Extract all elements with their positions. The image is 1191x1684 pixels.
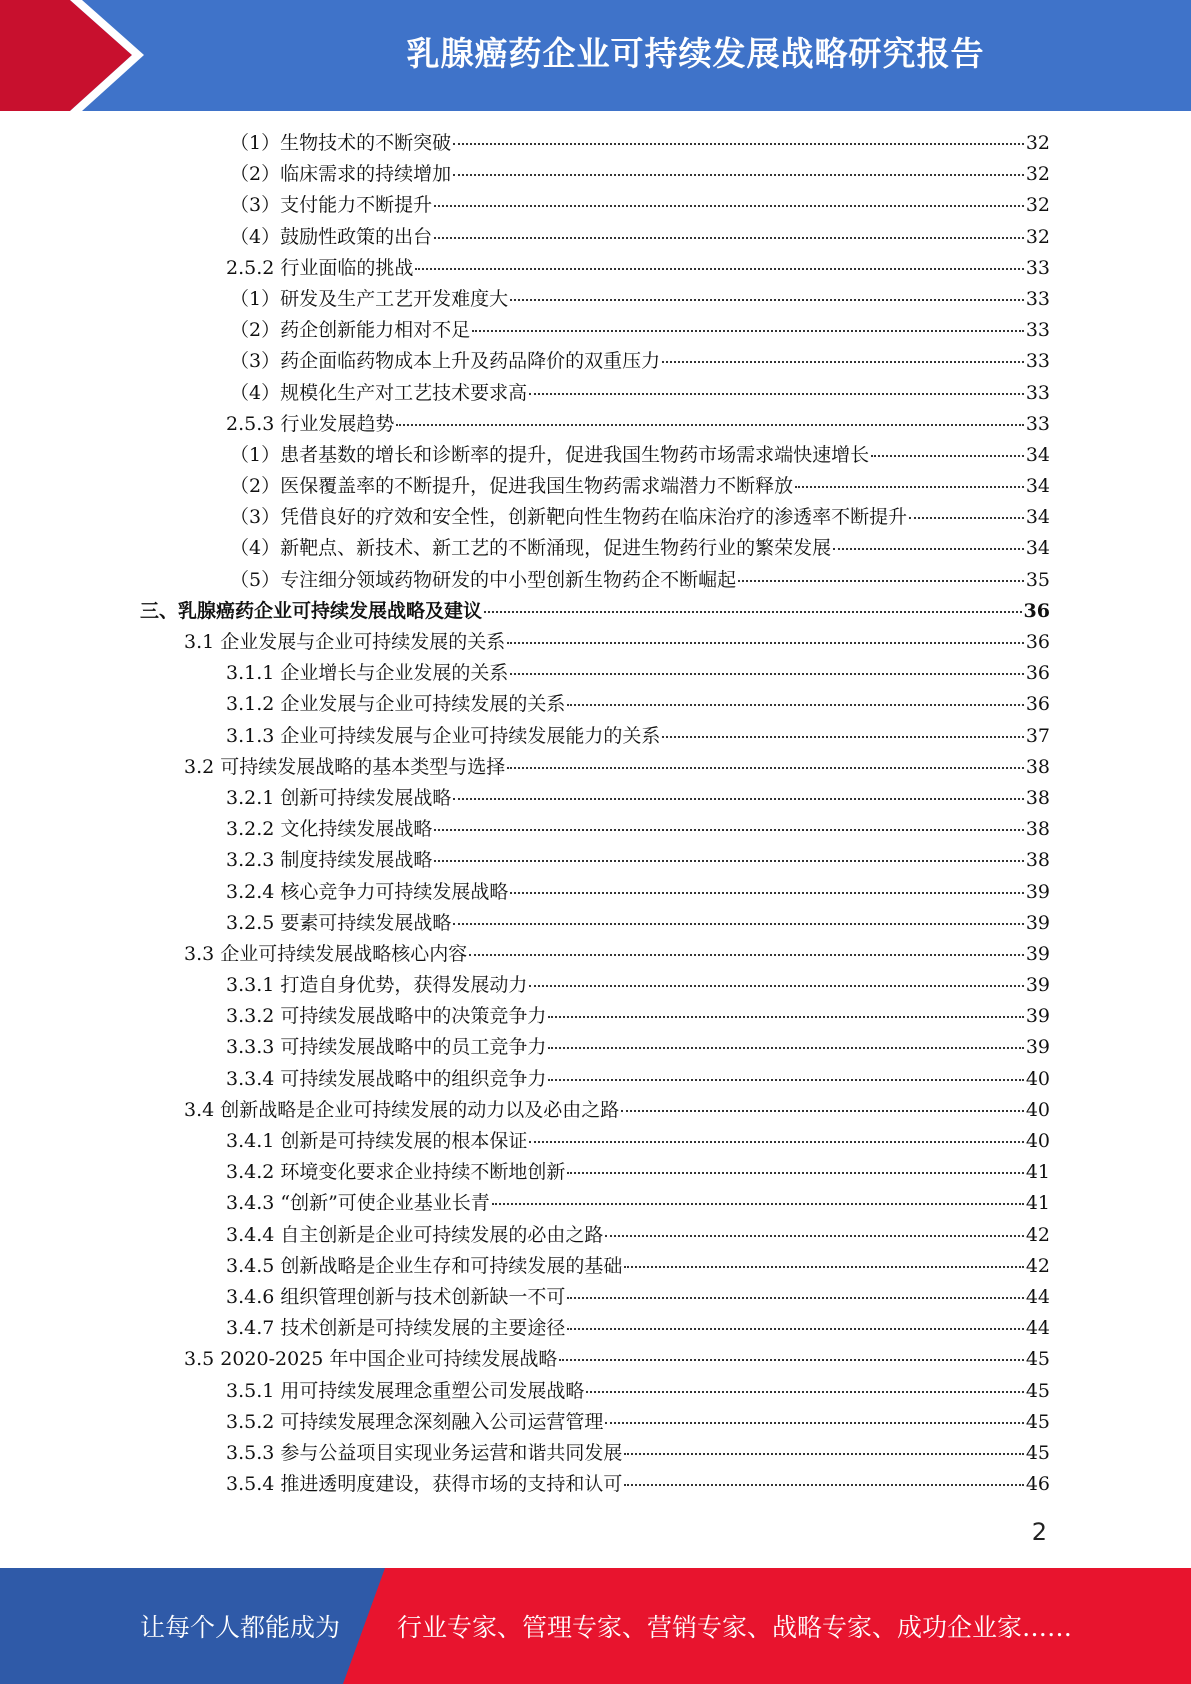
toc-entry[interactable] xyxy=(140,1188,1050,1219)
toc-dot-leader xyxy=(795,486,1024,488)
toc-entry-page: 40 xyxy=(1025,1098,1050,1121)
toc-entry-title: （4）鼓励性政策的出台 xyxy=(230,225,433,248)
toc-dot-leader xyxy=(586,1391,1023,1393)
toc-dot-leader xyxy=(396,424,1023,426)
toc-dot-leader xyxy=(567,704,1023,706)
toc-dot-leader xyxy=(484,611,1022,613)
toc-entry-title: 3.4.3 “创新”可使企业基业长青 xyxy=(226,1192,490,1215)
toc-entry-title: 3.4 创新战略是企业可持续发展的动力以及必由之路 xyxy=(184,1098,620,1121)
toc-dot-leader xyxy=(492,1203,1024,1205)
toc-entry-title: 3.3.2 可持续发展战略中的决策竞争力 xyxy=(226,1005,547,1028)
toc-entry-page: 33 xyxy=(1025,350,1050,373)
toc-dot-leader xyxy=(415,268,1023,270)
toc-entry[interactable] xyxy=(140,253,1050,284)
toc-dot-leader xyxy=(909,517,1024,519)
toc-dot-leader xyxy=(738,580,1024,582)
toc-entry[interactable] xyxy=(140,378,1050,409)
toc-dot-leader xyxy=(529,1141,1023,1143)
toc-entry-page: 38 xyxy=(1025,818,1050,841)
toc-entry-title: （1）患者基数的增长和诊断率的提升，促进我国生物药市场需求端快速增长 xyxy=(230,443,870,466)
toc-entry[interactable] xyxy=(140,471,1050,502)
toc-entry-title: 3.2.1 创新可持续发展战略 xyxy=(226,786,452,809)
toc-entry-page: 39 xyxy=(1025,911,1050,934)
toc-entry-page: 33 xyxy=(1025,412,1050,435)
toc-entry-title: 3.1.2 企业发展与企业可持续发展的关系 xyxy=(226,693,566,716)
toc-entry-title: 3.1 企业发展与企业可持续发展的关系 xyxy=(184,631,506,653)
toc-entry-page: 39 xyxy=(1025,1036,1050,1059)
toc-entry-title: 3.4.6 组织管理创新与技术创新缺一不可 xyxy=(226,1285,566,1308)
toc-entry-page: 36 xyxy=(1025,662,1050,685)
toc-entry-page: 39 xyxy=(1025,942,1050,965)
toc-dot-leader xyxy=(662,736,1023,738)
toc-entry-page: 44 xyxy=(1025,1317,1050,1340)
toc-entry-title: （3）药企面临药物成本上升及药品降价的双重压力 xyxy=(230,350,661,373)
toc-entry-page: 38 xyxy=(1025,755,1050,778)
toc-entry-title: 3.3.4 可持续发展战略中的组织竞争力 xyxy=(226,1067,547,1090)
toc-dot-leader xyxy=(567,1297,1023,1299)
toc-entry-page: 40 xyxy=(1025,1130,1050,1152)
toc-dot-leader xyxy=(469,954,1024,956)
toc-entry-page: 33 xyxy=(1025,287,1050,310)
toc-entry-title: （2）临床需求的持续增加 xyxy=(230,163,452,186)
toc-dot-leader xyxy=(453,798,1023,800)
toc-entry-title: （1）研发及生产工艺开发难度大 xyxy=(230,287,509,310)
toc-entry[interactable] xyxy=(140,128,1050,159)
toc-dot-leader xyxy=(548,1079,1023,1081)
toc-entry[interactable] xyxy=(140,502,1050,533)
toc-dot-leader xyxy=(605,1235,1023,1237)
toc-entry[interactable] xyxy=(140,1126,1050,1157)
toc-dot-leader xyxy=(605,1422,1023,1424)
toc-entry[interactable] xyxy=(140,1220,1050,1251)
toc-entry[interactable] xyxy=(140,908,1050,939)
toc-entry[interactable] xyxy=(140,565,1050,596)
toc-entry-page: 41 xyxy=(1025,1161,1050,1184)
toc-entry-page: 32 xyxy=(1025,225,1050,248)
table-of-contents xyxy=(140,128,1050,1500)
toc-entry-page: 42 xyxy=(1025,1254,1050,1277)
toc-entry-title: 3.4.1 创新是可持续发展的根本保证 xyxy=(226,1130,528,1152)
toc-entry-page: 37 xyxy=(1025,724,1050,747)
toc-entry-page: 35 xyxy=(1025,568,1050,591)
toc-entry[interactable] xyxy=(140,627,1050,658)
toc-entry-title: 3.1.1 企业增长与企业发展的关系 xyxy=(226,662,509,685)
toc-dot-leader xyxy=(559,1359,1023,1361)
toc-dot-leader xyxy=(472,330,1024,332)
toc-entry-page: 38 xyxy=(1025,849,1050,872)
toc-dot-leader xyxy=(621,1110,1024,1112)
toc-entry-page: 42 xyxy=(1025,1223,1050,1246)
toc-entry[interactable] xyxy=(140,814,1050,845)
toc-entry-title: 3.1.3 企业可持续发展与企业可持续发展能力的关系 xyxy=(226,724,661,747)
toc-entry[interactable] xyxy=(140,1407,1050,1438)
toc-entry[interactable] xyxy=(140,596,1050,627)
toc-entry[interactable] xyxy=(140,970,1050,1001)
toc-dot-leader xyxy=(529,393,1024,395)
toc-entry[interactable] xyxy=(140,190,1050,221)
toc-entry[interactable] xyxy=(140,1095,1050,1126)
toc-entry-title: 3.3.3 可持续发展战略中的员工竞争力 xyxy=(226,1036,547,1059)
toc-entry[interactable] xyxy=(140,284,1050,315)
toc-entry-page: 36 xyxy=(1025,631,1050,653)
toc-entry[interactable] xyxy=(140,1001,1050,1032)
footer-slogan-right: 行业专家、管理专家、营销专家、战略专家、成功企业家…… xyxy=(397,1613,1073,1642)
toc-entry[interactable] xyxy=(140,845,1050,876)
toc-entry[interactable] xyxy=(140,721,1050,752)
toc-entry-page: 34 xyxy=(1025,537,1050,560)
toc-entry-title: （5）专注细分领域药物研发的中小型创新生物药企不断崛起 xyxy=(230,568,737,591)
toc-dot-leader xyxy=(453,174,1024,176)
toc-entry[interactable] xyxy=(140,1064,1050,1095)
toc-dot-leader xyxy=(871,455,1024,457)
toc-entry-title: 3.2.4 核心竞争力可持续发展战略 xyxy=(226,880,509,903)
toc-dot-leader xyxy=(510,299,1024,301)
toc-entry[interactable] xyxy=(140,1032,1050,1063)
toc-entry-page: 39 xyxy=(1025,1005,1050,1028)
toc-entry-title: 3.4.5 创新战略是企业生存和可持续发展的基础 xyxy=(226,1254,623,1277)
toc-entry[interactable] xyxy=(140,939,1050,970)
toc-dot-leader xyxy=(510,673,1023,675)
toc-dot-leader xyxy=(434,860,1023,862)
toc-entry[interactable] xyxy=(140,1282,1050,1313)
toc-entry-title: 3.2.5 要素可持续发展战略 xyxy=(226,911,452,934)
toc-entry-title: 3.2 可持续发展战略的基本类型与选择 xyxy=(184,755,506,778)
toc-entry-page: 33 xyxy=(1025,256,1050,279)
toc-entry-title: 3.4.7 技术创新是可持续发展的主要途径 xyxy=(226,1317,566,1340)
toc-dot-leader xyxy=(529,985,1023,987)
toc-entry-page: 39 xyxy=(1025,974,1050,997)
toc-dot-leader xyxy=(624,1266,1023,1268)
toc-entry-title: 3.4.4 自主创新是企业可持续发展的必由之路 xyxy=(226,1223,604,1246)
toc-dot-leader xyxy=(434,237,1024,239)
toc-entry[interactable] xyxy=(140,533,1050,564)
toc-entry-title: （3）支付能力不断提升 xyxy=(230,194,433,217)
toc-entry-title: （2）医保覆盖率的不断提升，促进我国生物药需求端潜力不断释放 xyxy=(230,475,794,498)
toc-entry[interactable] xyxy=(140,440,1050,471)
document-title: 乳腺癌药企业可持续发展战略研究报告 xyxy=(406,34,985,73)
page-footer xyxy=(0,1568,1191,1684)
toc-dot-leader xyxy=(548,1016,1023,1018)
toc-entry-title: 3.2.3 制度持续发展战略 xyxy=(226,849,433,872)
toc-dot-leader xyxy=(507,767,1024,769)
toc-dot-leader xyxy=(624,1453,1023,1455)
toc-entry-title: （2）药企创新能力相对不足 xyxy=(230,319,471,342)
toc-dot-leader xyxy=(567,1328,1023,1330)
toc-dot-leader xyxy=(434,829,1023,831)
toc-entry-page: 40 xyxy=(1025,1067,1050,1090)
toc-entry-title: 3.3 企业可持续发展战略核心内容 xyxy=(184,942,468,965)
toc-entry[interactable] xyxy=(140,1376,1050,1407)
toc-entry[interactable] xyxy=(140,1438,1050,1469)
toc-entry-page: 45 xyxy=(1025,1410,1050,1433)
toc-dot-leader xyxy=(548,1047,1023,1049)
header-arrow-decoration xyxy=(0,0,160,111)
toc-entry-page: 32 xyxy=(1025,132,1050,154)
toc-dot-leader xyxy=(507,642,1024,644)
toc-entry-title: 3.5.1 用可持续发展理念重塑公司发展战略 xyxy=(226,1379,585,1402)
page-header xyxy=(0,0,1191,111)
toc-entry-title: 3.5.4 推进透明度建设，获得市场的支持和认可 xyxy=(226,1473,623,1496)
toc-entry[interactable] xyxy=(140,658,1050,689)
toc-entry[interactable] xyxy=(140,346,1050,377)
toc-dot-leader xyxy=(453,923,1023,925)
toc-entry-page: 46 xyxy=(1025,1473,1050,1496)
toc-entry-page: 36 xyxy=(1023,599,1050,622)
toc-entry[interactable] xyxy=(140,689,1050,720)
toc-entry-title: 3.2.2 文化持续发展战略 xyxy=(226,818,433,841)
toc-entry[interactable] xyxy=(140,159,1050,190)
toc-entry-page: 44 xyxy=(1025,1285,1050,1308)
toc-entry[interactable] xyxy=(140,783,1050,814)
toc-dot-leader xyxy=(453,143,1024,145)
toc-entry[interactable] xyxy=(140,1469,1050,1500)
toc-entry[interactable] xyxy=(140,752,1050,783)
toc-entry-title: 3.3.1 打造自身优势，获得发展动力 xyxy=(226,974,528,997)
toc-entry[interactable] xyxy=(140,1157,1050,1188)
toc-entry[interactable] xyxy=(140,222,1050,253)
toc-entry-page: 39 xyxy=(1025,880,1050,903)
toc-entry[interactable] xyxy=(140,409,1050,440)
toc-entry-page: 34 xyxy=(1025,475,1050,498)
toc-entry-title: 3.5.3 参与公益项目实现业务运营和谐共同发展 xyxy=(226,1441,623,1464)
toc-entry-title: 三、乳腺癌药企业可持续发展战略及建议 xyxy=(140,599,483,622)
toc-entry-page: 45 xyxy=(1025,1379,1050,1402)
toc-entry[interactable] xyxy=(140,1344,1050,1375)
toc-entry[interactable] xyxy=(140,1251,1050,1282)
toc-entry-page: 45 xyxy=(1025,1348,1050,1371)
toc-entry-page: 32 xyxy=(1025,194,1050,217)
toc-entry-page: 38 xyxy=(1025,786,1050,809)
toc-entry-title: 3.5 2020-2025 年中国企业可持续发展战略 xyxy=(184,1348,558,1371)
toc-entry-page: 41 xyxy=(1025,1192,1050,1215)
toc-entry-title: （3）凭借良好的疗效和安全性，创新靶向性生物药在临床治疗的渗透率不断提升 xyxy=(230,506,908,529)
toc-entry-title: 3.5.2 可持续发展理念深刻融入公司运营管理 xyxy=(226,1410,604,1433)
toc-dot-leader xyxy=(567,1172,1023,1174)
toc-entry-title: 3.4.2 环境变化要求企业持续不断地创新 xyxy=(226,1161,566,1184)
page-number: 2 xyxy=(1031,1518,1047,1546)
toc-dot-leader xyxy=(624,1484,1023,1486)
toc-entry-page: 34 xyxy=(1025,506,1050,529)
toc-dot-leader xyxy=(510,892,1023,894)
toc-dot-leader xyxy=(662,361,1024,363)
toc-entry-title: （1）生物技术的不断突破 xyxy=(230,132,452,154)
toc-entry-page: 34 xyxy=(1025,443,1050,466)
footer-slogan-left: 让每个人都能成为 xyxy=(140,1613,341,1642)
toc-entry-page: 33 xyxy=(1025,319,1050,342)
toc-entry-title: 2.5.3 行业发展趋势 xyxy=(226,412,395,435)
toc-entry-title: （4）规模化生产对工艺技术要求高 xyxy=(230,381,528,404)
toc-entry[interactable] xyxy=(140,315,1050,346)
toc-entry[interactable] xyxy=(140,1313,1050,1344)
toc-entry-title: （4）新靶点、新技术、新工艺的不断涌现，促进生物药行业的繁荣发展 xyxy=(230,537,832,560)
toc-entry[interactable] xyxy=(140,877,1050,908)
toc-entry-page: 32 xyxy=(1025,163,1050,186)
toc-dot-leader xyxy=(833,548,1024,550)
toc-entry-page: 45 xyxy=(1025,1441,1050,1464)
toc-entry-page: 33 xyxy=(1025,381,1050,404)
toc-entry-title: 2.5.2 行业面临的挑战 xyxy=(226,256,414,279)
toc-entry-page: 36 xyxy=(1025,693,1050,716)
toc-dot-leader xyxy=(434,205,1024,207)
